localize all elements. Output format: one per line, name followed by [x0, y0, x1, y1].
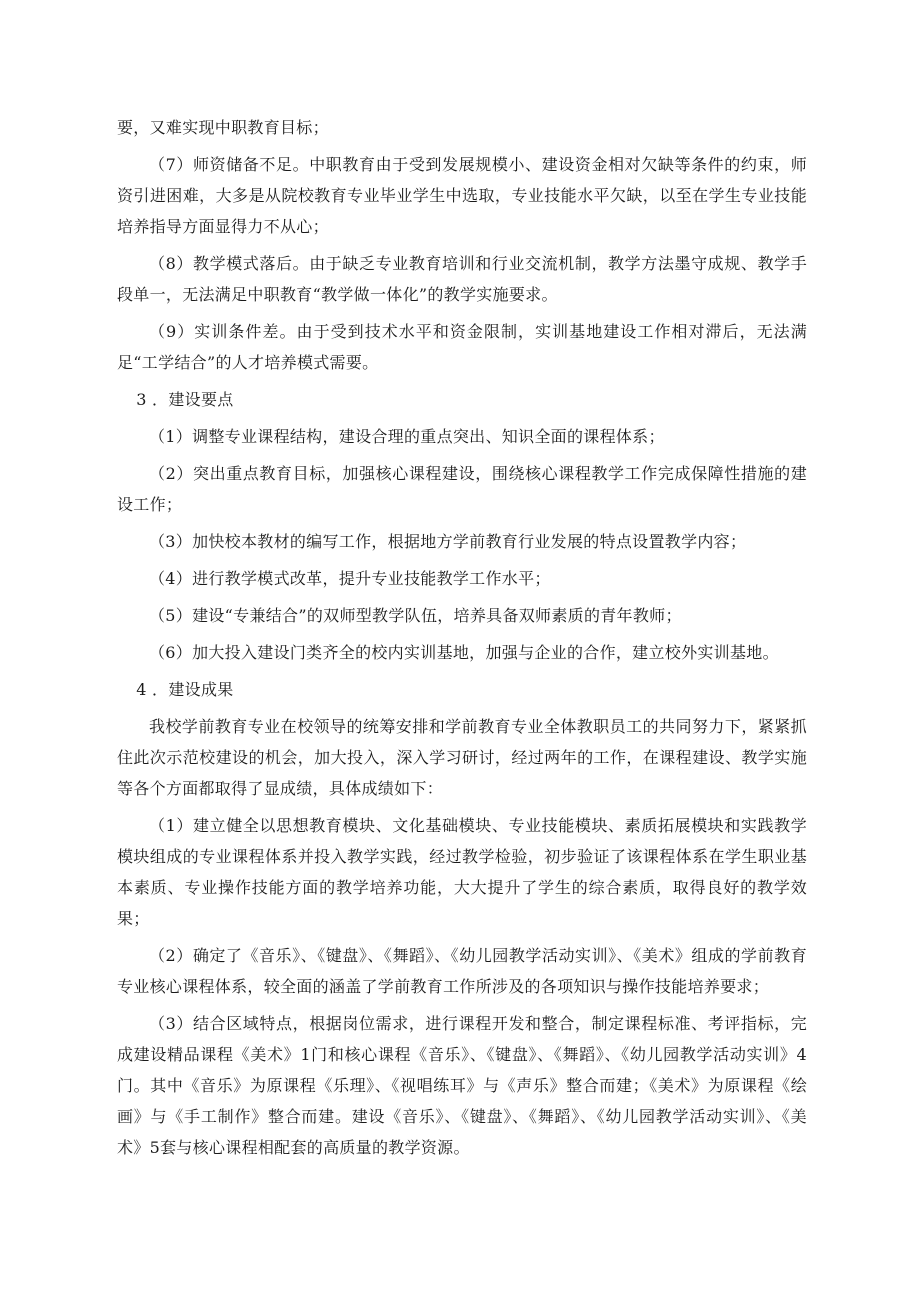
- paragraph-point-3: （3）加快校本教材的编写工作，根据地方学前教育行业发展的特点设置教学内容；: [149, 532, 747, 551]
- paragraph-point-1: （1）调整专业课程结构，建设合理的重点突出、知识全面的课程体系；: [149, 427, 665, 446]
- paragraph-results-intro: 我校学前教育专业在校领导的统筹安排和学前教育专业全体教职员工的共同努力下，紧紧抓住此次示范校建设的机会，加大投入，深入学习研讨，经过两年的工作，在课程建设、教学实施等各个方面都取得了显成绩，具体成绩如下：: [117, 717, 807, 798]
- paragraph-point-4: （4）进行教学模式改革，提升专业技能教学工作水平；: [149, 569, 551, 588]
- paragraph-item-9: （9）实训条件差。由于受到技术水平和资金限制，实训基地建设工作相对滞后，无法满足“工学结合”的人才培养模式需要。: [117, 322, 807, 372]
- paragraph-result-3: （3）结合区域特点，根据岗位需求，进行课程开发和整合，制定课程标准、考评指标，完成建设精品课程《美术》1门和核心课程《音乐》、《键盘》、《舞蹈》、《幼儿园教学活动实训》4门。其中《音乐》为原课程《乐理》、《视唱练耳》与《声乐》整合而建；《美术》为原课程《绘画》与《手工制作》整合而建。建设《音乐》、《键盘》、《舞蹈》、《幼儿园教学活动实训》、《美术》5套与核心课程相配套的高质量的教学资源。: [117, 1014, 807, 1157]
- paragraph-result-1: （1）建立健全以思想教育模块、文化基础模块、专业技能模块、素质拓展模块和实践教学模块组成的专业课程体系并投入教学实践，经过教学检验，初步验证了该课程体系在学生职业基本素质、专业操作技能方面的教学培养功能，大大提升了学生的综合素质，取得良好的教学效果；: [117, 816, 807, 928]
- paragraph-continuation: 要，又难实现中职教育目标；: [117, 118, 329, 137]
- paragraph-item-8: （8）教学模式落后。由于缺乏专业教育培训和行业交流机制，教学方法墨守成规、教学手段单一，无法满足中职教育“教学做一体化”的教学实施要求。: [117, 254, 807, 304]
- document-page: [117, 112, 807, 1163]
- paragraph-point-2: （2）突出重点教育目标，加强核心课程建设，围绕核心课程教学工作完成保障性措施的建设工作；: [117, 464, 807, 514]
- paragraph-item-7: （7）师资储备不足。中职教育由于受到发展规模小、建设资金相对欠缺等条件的约束，师资引进困难，大多是从院校教育专业毕业学生中选取，专业技能水平欠缺，以至在学生专业技能培养指导方面显得力不从心；: [117, 155, 807, 236]
- section-heading-3: 3 ．建设要点: [136, 390, 234, 409]
- paragraph-result-2: （2）确定了《音乐》、《键盘》、《舞蹈》、《幼儿园教学活动实训》、《美术》组成的学前教育专业核心课程体系，较全面的涵盖了学前教育工作所涉及的各项知识与操作技能培养要求；: [117, 946, 807, 996]
- paragraph-point-6: （6）加大投入建设门类齐全的校内实训基地，加强与企业的合作，建立校外实训基地。: [149, 643, 779, 662]
- paragraph-point-5: （5）建设“专兼结合”的双师型教学队伍，培养具备双师素质的青年教师；: [149, 606, 682, 625]
- section-heading-4: 4 ．建设成果: [136, 680, 234, 699]
